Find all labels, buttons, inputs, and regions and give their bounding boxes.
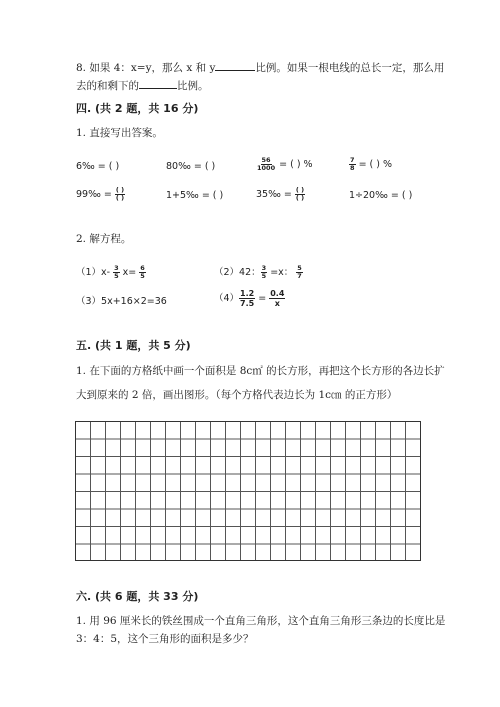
- equation-1: （1）x- $\frac{3}{5}$ x= $\frac{6}{5}$: [76, 264, 145, 280]
- calc-r2-c: 35‰ = $\frac{( )}{( )}$: [256, 186, 305, 202]
- section5-q1-line2: 大到原来的 2 倍，画出图形。（每个方格代表边长为 1c㎝ 的正方形）: [76, 389, 398, 401]
- calc-r1-b: 80‰ = ( ): [166, 161, 216, 172]
- equation-4: （4） $\frac{1.2}{7.5}$ = $\frac{0.4}{x}$: [214, 289, 285, 308]
- q8-text-a: 8. 如果 4：x=y，那么 x 和 y: [76, 62, 216, 74]
- calc-r1-d: $\frac{7}{8}$ = ( ) %: [350, 156, 393, 172]
- fraction: $\frac{( )}{( )}$: [295, 186, 305, 202]
- q8-text-d: 比例。: [177, 80, 209, 92]
- fraction: $\frac{6}{5}$: [140, 264, 145, 280]
- section5-title: 五. (共 1 题，共 5 分): [76, 339, 191, 352]
- fraction: $\frac{5}{7}$: [297, 264, 302, 280]
- q8-line1: [76, 60, 444, 75]
- section6-title: 六. (共 6 题，共 33 分): [76, 590, 199, 603]
- section4-title: 四. (共 2 题，共 16 分): [76, 102, 199, 115]
- section6-q1-line2: 3：4：5，这个三角形的面积是多少？: [76, 633, 254, 645]
- section6-q1-line1: 1. 用 96 厘米长的铁丝围成一个直角三角形，这个直角三角形三条边的长度比是: [76, 615, 446, 627]
- section4-q2: 2. 解方程。: [76, 233, 132, 245]
- equation-3: （3）5x+16×2=36: [76, 296, 167, 307]
- grid-paper[interactable]: [75, 421, 421, 561]
- q8-line2: [76, 78, 209, 93]
- q8-blank-2: [139, 78, 177, 89]
- calc-r1-a: 6‰ = ( ): [76, 161, 120, 172]
- equation-2: （2）42： $\frac{3}{5}$ =x： $\frac{5}{7}$: [214, 264, 302, 280]
- fraction: $\frac{0.4}{x}$: [270, 289, 285, 308]
- q8-text-b: 比例。如果一根电线的总长一定，那么用: [255, 62, 445, 74]
- fraction: $\frac{3}{5}$: [261, 264, 267, 280]
- calc-r2-a: 99‰ = $\frac{( )}{( )}$: [76, 186, 125, 202]
- fraction: $\frac{3}{5}$: [114, 264, 119, 280]
- fraction: $\frac{56}{1000}$: [257, 156, 276, 172]
- q8-blank-1: [215, 60, 255, 71]
- fraction: $\frac{7}{8}$: [350, 156, 355, 172]
- section4-q1: 1. 直接写出答案。: [76, 127, 163, 139]
- fraction: $\frac{( )}{( )}$: [115, 186, 125, 202]
- fraction: $\frac{1.2}{7.5}$: [240, 289, 255, 308]
- q8-text-c: 去的和剩下的: [76, 80, 139, 92]
- calc-r1-c: $\frac{56}{1000}$ = ( ) %: [257, 156, 313, 172]
- calc-r2-b: 1+5‰ = ( ): [166, 190, 224, 201]
- calc-r2-d: 1÷20‰ = ( ): [349, 190, 413, 201]
- section5-q1-line1: 1. 在下面的方格纸中画一个面积是 8c㎡ 的长方形，再把这个长方形的各边长扩: [76, 365, 445, 377]
